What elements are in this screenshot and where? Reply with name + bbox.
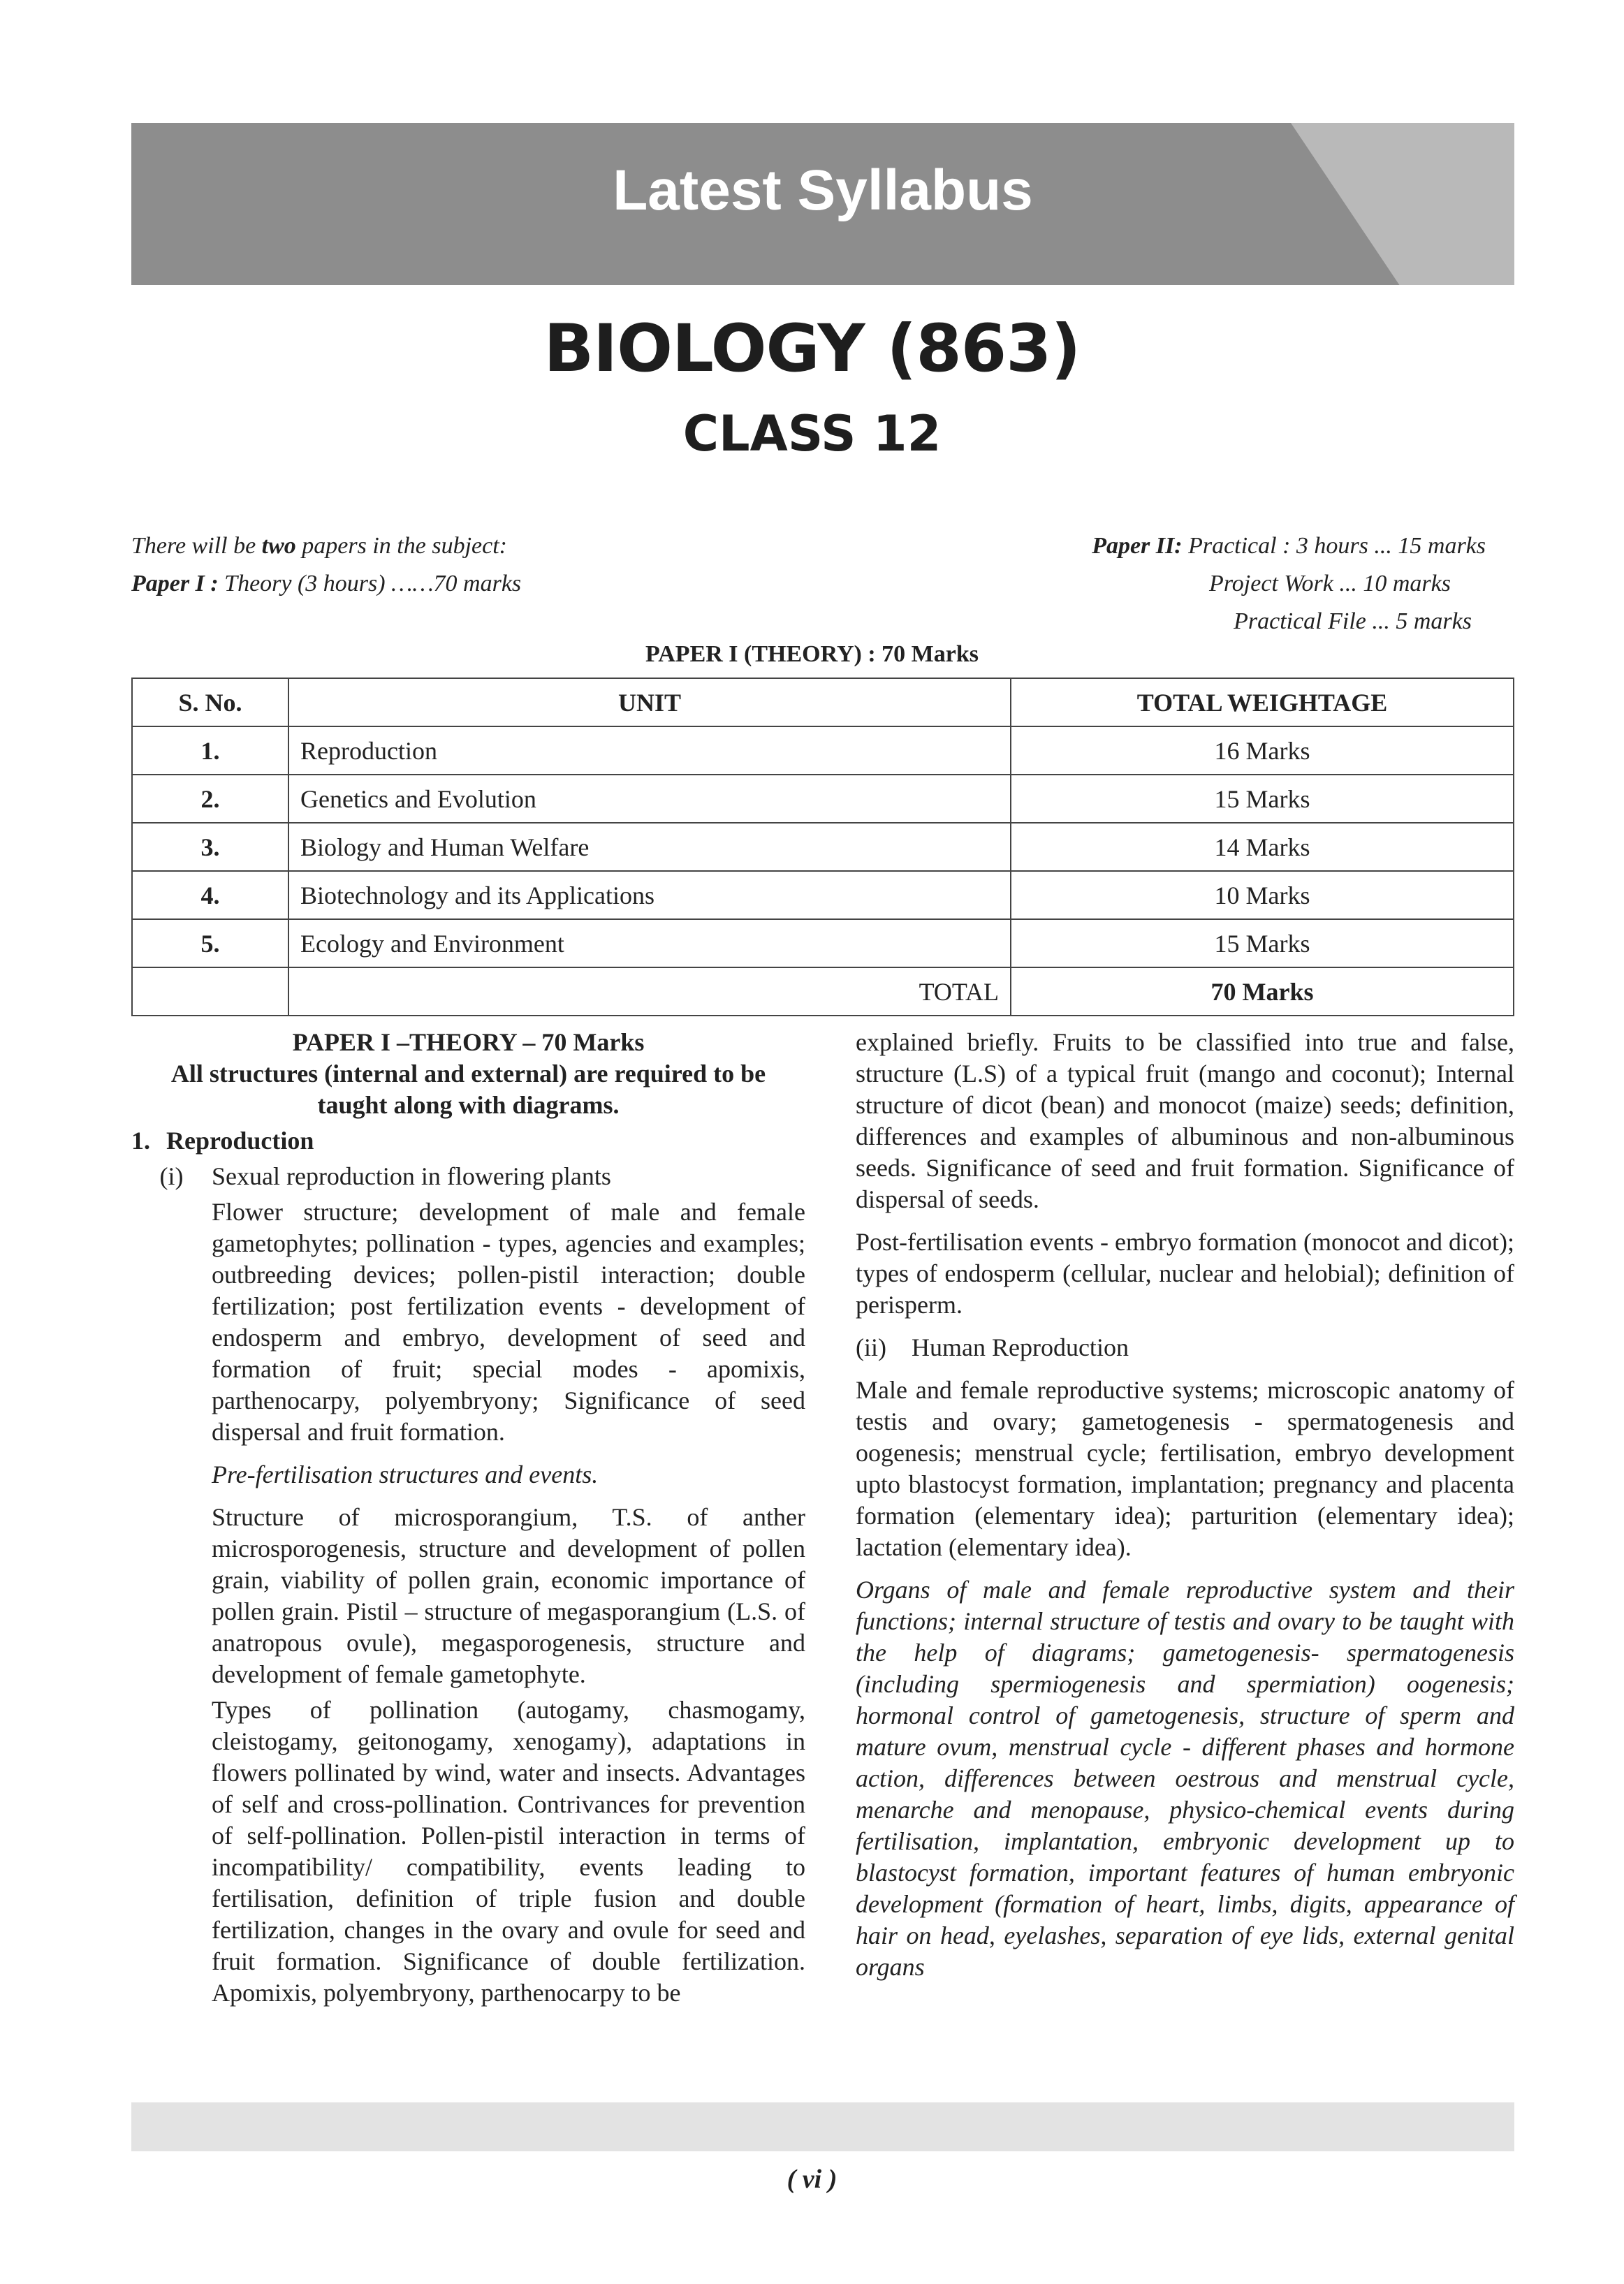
intro-line-2 (131, 565, 521, 603)
intro-emphasis: two (261, 533, 296, 559)
subsection-number: (i) (159, 1162, 184, 1190)
paragraph-italic: Organs of male and female reproductive system and their functions; internal structure of testis and ovary to be taught with the help of diagrams; gametogenesis- spermatogenesis (including spermiogenesis and spermiation) oogenesis; hormonal control of gametogenesis, structure of sperm and mature ovum, menstrual cycle - different phases and hormone action, differences between oestrous and menstrual cycle, menarche and menopause, physico-chemical events during fertilisation, implantation, embryonic development up to blastocyst formation, important features of human embryonic development (formation of heart, limbs, digits, appearance of hair on head, eyelashes, separation of eye lids, external genital organs (856, 1576, 1514, 1981)
intro-right-line-1 (1092, 527, 1486, 565)
column-header: TOTAL WEIGHTAGE (1011, 678, 1514, 726)
note-line-1: All structures (internal and external) are required to be (170, 1060, 766, 1088)
cell-unit: Ecology and Environment (288, 919, 1011, 967)
cell-empty (132, 967, 288, 1016)
weightage-table (131, 678, 1514, 1016)
section-number: 1. (131, 1127, 150, 1155)
section-title: Reproduction (166, 1127, 314, 1155)
intro-left (131, 527, 521, 603)
cell-weight: 15 Marks (1011, 919, 1514, 967)
column-header: S. No. (132, 678, 288, 726)
subsection-number: (ii) (856, 1333, 886, 1361)
subsection-title: Sexual reproduction in flowering plants (212, 1162, 611, 1190)
paper-one-detail: Theory (3 hours) ……70 marks (218, 571, 522, 596)
paper-one-label: Paper I : (131, 571, 219, 596)
paragraph-italic: Pre-fertilisation structures and events. (212, 1461, 599, 1488)
paragraph: Types of pollination (autogamy, chasmogamy, cleistogamy, geitonogamy, xenogamy), adaptations in flowers pollinated by wind, water and insects. Advantages of self and cross-pollination. Contrivances for prevention of self-pollination. Pollen-pistil interaction in terms of incompatibility/ compatibility, events leading to fertilisation, definition of triple fusion and double fertilization, changes in the ovary and ovule for seed and fruit formation. Significance of double fertilization. Apomixis, polyembryony, parthenocarpy to be (212, 1696, 805, 2007)
cell-sno: 2. (132, 775, 288, 823)
cell-weight: 15 Marks (1011, 775, 1514, 823)
cell-sno: 4. (132, 871, 288, 919)
cell-sno: 3. (132, 823, 288, 871)
subject-title: BIOLOGY (863) (543, 311, 1081, 387)
section-reproduction (131, 1125, 805, 1157)
note-line-2: taught along with diagrams. (317, 1091, 620, 1119)
cell-weight: 10 Marks (1011, 871, 1514, 919)
subsection-title: Human Reproduction (912, 1333, 1129, 1361)
paragraph: Flower structure; development of male and female gametophytes; pollination - types, agencies and examples; outbreeding devices; pollen-pistil interaction; double fertilization; post fertilization events - development of endosperm and embryo, development of seed and formation of fruit; special modes - apomixis, parthenocarpy, polyembryony; Significance of seed dispersal and fruit formation. (212, 1198, 805, 1446)
table-header-row (132, 678, 1514, 726)
subsection-human-reproduction (856, 1332, 1514, 1363)
header-banner (131, 123, 1514, 285)
table-row (132, 726, 1514, 775)
left-column (131, 1027, 805, 2009)
page-number: ( vi ) (787, 2165, 837, 2194)
cell-unit: Biology and Human Welfare (288, 823, 1011, 871)
table-total-row (132, 967, 1514, 1016)
table-row (132, 919, 1514, 967)
table-row (132, 823, 1514, 871)
total-label: TOTAL (288, 967, 1011, 1016)
footer-bar (131, 2102, 1514, 2151)
paragraph: explained briefly. Fruits to be classified into true and false, structure (L.S) of a typical fruit (mango and coconut); Internal structure of dicot (bean) and monocot (maize) seeds; definition, differences and examples of albuminous and non-albuminous seeds. Significance of seed and fruit formation. Significance of dispersal of seeds. (856, 1028, 1514, 1213)
intro-right (1092, 527, 1486, 640)
total-value: 70 Marks (1011, 967, 1514, 1016)
intro-right-line-3: Practical File ... 5 marks (1234, 608, 1472, 634)
class-title: CLASS 12 (682, 405, 942, 462)
cell-unit: Biotechnology and its Applications (288, 871, 1011, 919)
cell-unit: Reproduction (288, 726, 1011, 775)
paragraph: Post-fertilisation events - embryo formation (monocot and dicot); types of endosperm (cellular, nuclear and helobial); definition of perisperm. (856, 1228, 1514, 1319)
banner-title: Latest Syllabus (613, 159, 1033, 222)
paragraph: Male and female reproductive systems; microscopic anatomy of testis and ovary; gametogenesis - spermatogenesis and oogenesis; menstrual cycle; fertilisation, embryo development upto blastocyst formation, implantation; pregnancy and placenta formation (elementary idea); parturition (elementary idea); lactation (elementary idea). (856, 1376, 1514, 1561)
cell-sno: 1. (132, 726, 288, 775)
cell-weight: 14 Marks (1011, 823, 1514, 871)
cell-sno: 5. (132, 919, 288, 967)
theory-heading: PAPER I –THEORY – 70 Marks (292, 1028, 645, 1056)
paper-two-detail: Practical : 3 hours ... 15 marks (1182, 533, 1486, 559)
intro-line-1 (131, 527, 521, 565)
intro-right-line-2: Project Work ... 10 marks (1209, 571, 1451, 596)
subsection-sexual-reproduction (131, 1161, 805, 1192)
cell-weight: 16 Marks (1011, 726, 1514, 775)
paper-two-label: Paper II: (1092, 533, 1183, 559)
column-header: UNIT (288, 678, 1011, 726)
right-column (856, 1027, 1514, 1983)
intro-text: There will be (131, 533, 262, 559)
paragraph: Structure of microsporangium, T.S. of anther microsporogenesis, structure and development of pollen grain, viability of pollen grain, economic importance of pollen grain. Pistil – structure of megasporangium (L.S. of anatropous ovule), megasporogenesis, structure and development of female gametophyte. (212, 1503, 805, 1688)
table-row (132, 871, 1514, 919)
table-caption: PAPER I (THEORY) : 70 Marks (645, 641, 979, 667)
table-row (132, 775, 1514, 823)
intro-text: papers in the subject: (295, 533, 507, 559)
cell-unit: Genetics and Evolution (288, 775, 1011, 823)
